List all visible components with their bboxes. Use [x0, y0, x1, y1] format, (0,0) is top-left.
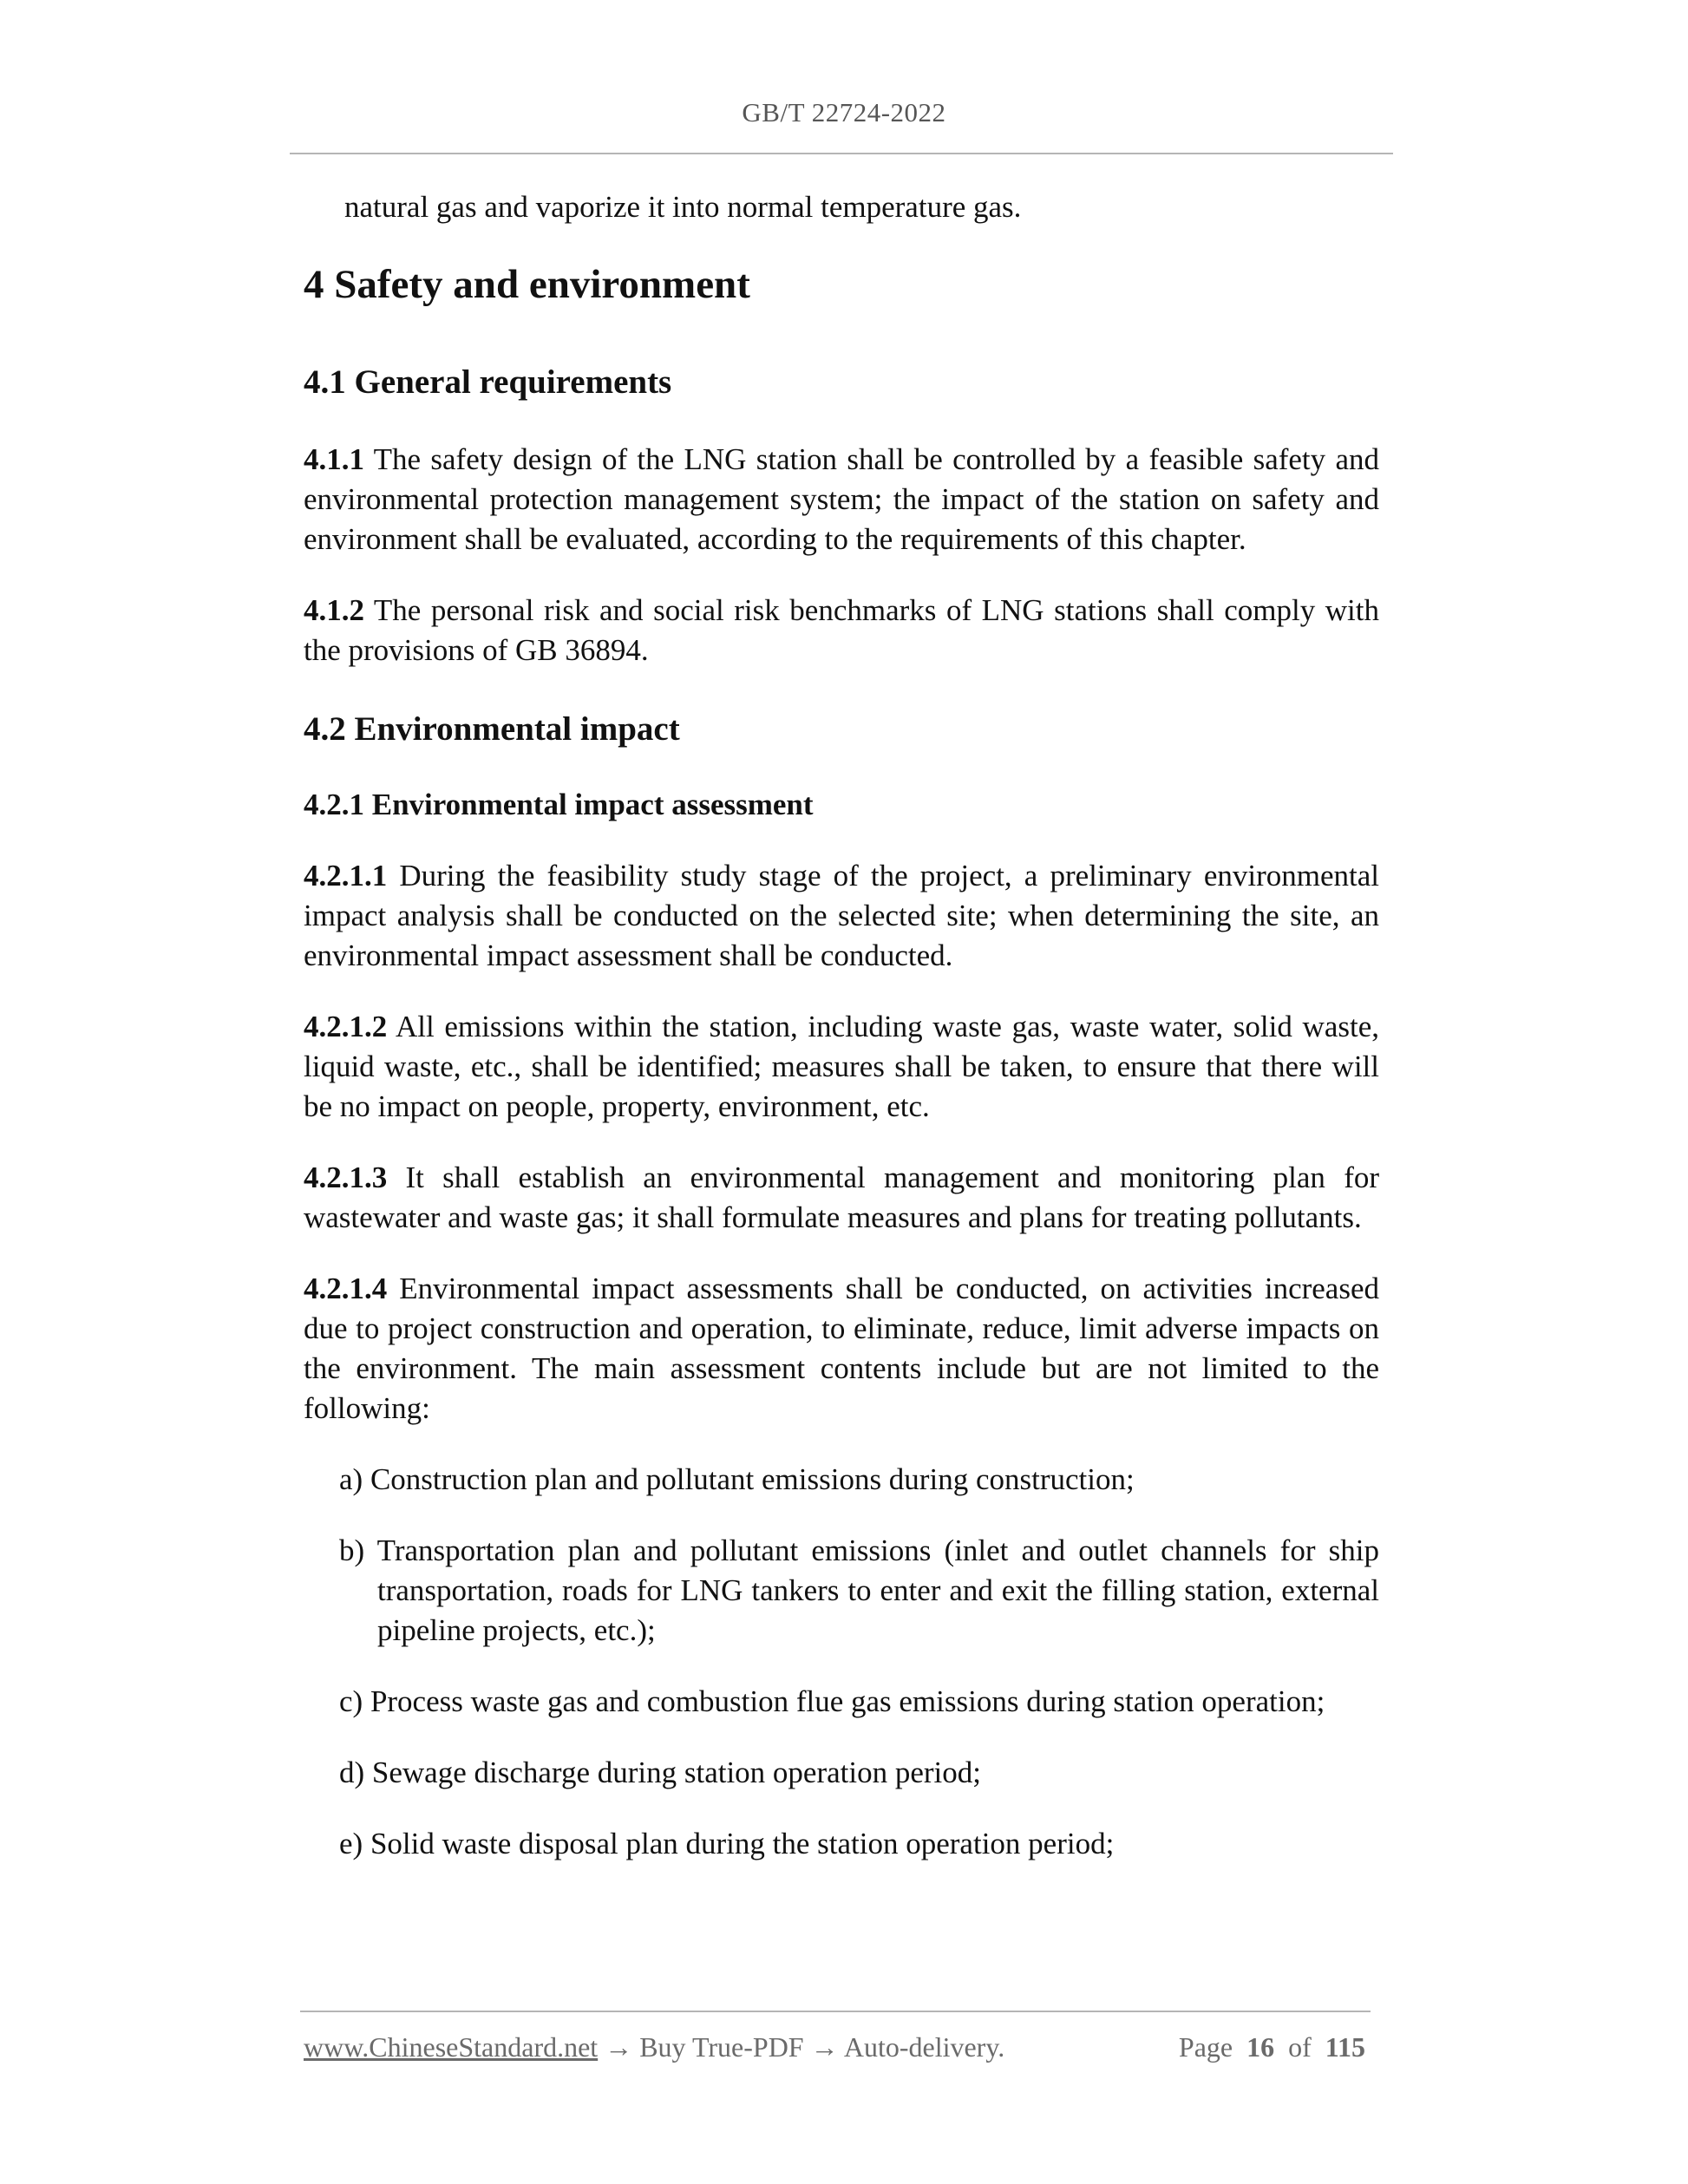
- clause-text: The safety design of the LNG station shall be controlled by a feasible safety and environmental protection management system; the impact of the station on safety and environment shall be evaluated, according to the requirements of this chapter.: [304, 442, 1379, 556]
- clause-number: 4.2.1.4: [304, 1272, 388, 1305]
- arrow-right-icon: →: [810, 2031, 839, 2063]
- clause-4-2-1-3: [304, 1158, 1379, 1238]
- page-label: Page: [1178, 2031, 1233, 2063]
- total-pages: 115: [1325, 2031, 1365, 2063]
- clause-4-2-1-4: [304, 1269, 1379, 1429]
- current-page-number: 16: [1246, 2031, 1275, 2063]
- clause-number: 4.1.1: [304, 442, 364, 476]
- clause-text: During the feasibility study stage of the project, a preliminary environmental impact analysis shall be conducted on the selected site; when determining the site, an environmental impact assessment shall be conducted.: [304, 859, 1379, 972]
- clause-text: It shall establish an environmental management and monitoring plan for wastewater and waste gas; it shall formulate measures and plans for treating pollutants.: [304, 1161, 1379, 1234]
- website-link[interactable]: www.ChineseStandard.net: [304, 2031, 599, 2063]
- assessment-contents-list: [304, 1460, 1379, 1864]
- list-item: b) Transportation plan and pollutant emissions (inlet and outlet channels for ship transportation, roads for LNG tankers to enter and exit the filling station, external pipeline projects, etc.);: [339, 1533, 1379, 1647]
- footer-divider: [300, 2011, 1371, 2012]
- clause-number: 4.2.1.3: [304, 1161, 388, 1194]
- chapter-heading: 4 Safety and environment: [304, 262, 750, 307]
- clause-4-1-2: [304, 591, 1379, 670]
- clause-number: 4.2.1.2: [304, 1010, 388, 1043]
- arrow-right-icon: →: [605, 2031, 633, 2063]
- continuation-text: natural gas and vaporize it into normal temperature gas.: [344, 190, 1022, 224]
- of-label: of: [1288, 2031, 1312, 2063]
- page-indicator: [1179, 2030, 1365, 2064]
- clause-number: 4.2.1.1: [304, 859, 388, 893]
- header-divider: [290, 153, 1393, 154]
- clause-4-1-1: [304, 440, 1379, 559]
- list-item: e) Solid waste disposal plan during the station operation period;: [339, 1827, 1115, 1860]
- clause-4-2-1-2: [304, 1007, 1379, 1127]
- section-heading-4-1: 4.1 General requirements: [304, 363, 672, 401]
- list-item: a) Construction plan and pollutant emissions during construction;: [339, 1462, 1135, 1496]
- clause-4-2-1-1: [304, 856, 1379, 976]
- list-item: c) Process waste gas and combustion flue gas emissions during station operation;: [339, 1684, 1325, 1718]
- subsection-heading-4-2-1: 4.2.1 Environmental impact assessment: [304, 788, 814, 821]
- clause-text: The personal risk and social risk benchmarks of LNG stations shall comply with the provisions of GB 36894.: [304, 593, 1379, 667]
- header-standard-code: GB/T 22724-2022: [742, 97, 946, 128]
- clause-text: All emissions within the station, including waste gas, waste water, solid waste, liquid waste, etc., shall be identified; measures shall be taken, to ensure that there will be no impact on people, property, environment, etc.: [304, 1010, 1379, 1123]
- auto-delivery-text: Auto-delivery.: [843, 2031, 1005, 2063]
- buy-true-pdf-text: Buy True-PDF: [639, 2031, 804, 2063]
- footer-promo: [304, 2030, 1004, 2064]
- list-item: d) Sewage discharge during station operation period;: [339, 1756, 981, 1789]
- clause-number: 4.1.2: [304, 593, 364, 627]
- page-content: [304, 187, 1379, 1864]
- section-heading-4-2: 4.2 Environmental impact: [304, 710, 680, 748]
- clause-text: Environmental impact assessments shall be conducted, on activities increased due to project construction and operation, to eliminate, reduce, limit adverse impacts on the environment. The main assessment contents include but are not limited to the following:: [304, 1272, 1379, 1425]
